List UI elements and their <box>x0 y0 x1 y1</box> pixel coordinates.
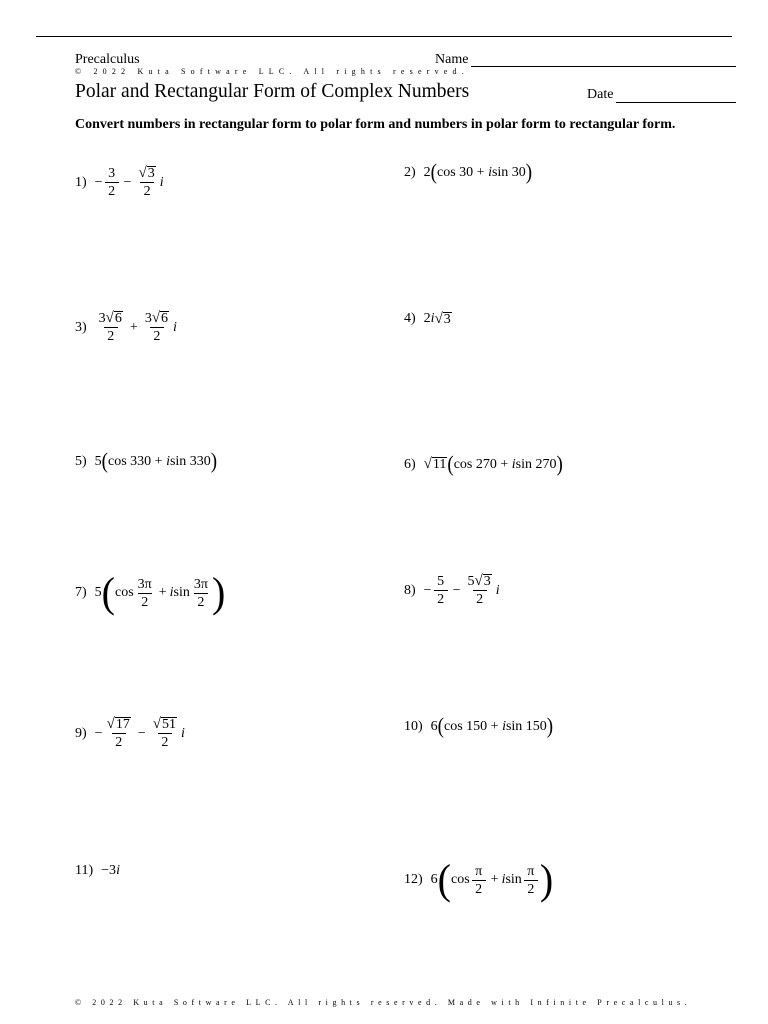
expression-part: cos 150 + <box>444 718 503 734</box>
problem-7 <box>75 568 226 617</box>
fraction <box>472 864 486 897</box>
expression-part: −3 <box>101 863 117 878</box>
coefficient: 2 <box>423 311 431 326</box>
close-paren: ) <box>210 449 218 474</box>
sqrt <box>107 717 131 732</box>
operator: − <box>452 582 461 598</box>
expression-part: cos 330 + <box>108 453 167 469</box>
sqrt <box>138 166 155 181</box>
problem-number: 3) <box>75 319 87 335</box>
date-field-line[interactable] <box>616 102 736 103</box>
minus-sign: − <box>423 582 432 598</box>
coefficient: 6 <box>430 718 438 734</box>
numerator: 5 <box>437 574 445 589</box>
fraction <box>105 166 119 199</box>
problem-6 <box>404 452 563 477</box>
problem-number: 7) <box>75 585 87 600</box>
problem-number: 9) <box>75 725 87 741</box>
coefficient: 5 <box>467 574 475 589</box>
open-paren: ( <box>437 855 451 904</box>
fraction <box>465 574 493 607</box>
coefficient: 5 <box>94 585 102 600</box>
sqrt <box>424 457 448 472</box>
imaginary-unit: i <box>116 863 120 878</box>
denominator: 2 <box>112 733 126 750</box>
coefficient: 6 <box>430 872 438 887</box>
expression-part: sin 270 <box>515 456 557 472</box>
expression-part: sin 330 <box>169 453 211 469</box>
sqrt <box>106 311 123 326</box>
close-paren: ) <box>556 452 563 477</box>
radicand: 51 <box>161 717 176 732</box>
instructions: Convert numbers in rectangular form to polar form and numbers in polar form to rectangular form. <box>75 117 676 132</box>
fraction <box>192 577 210 610</box>
imaginary-unit: i <box>169 585 174 600</box>
coefficient: 3 <box>98 311 106 326</box>
numerator: 3π <box>193 576 208 592</box>
fraction <box>151 717 179 750</box>
open-paren: ( <box>437 714 444 739</box>
radicand: 6 <box>161 311 169 326</box>
problem-number: 11) <box>75 863 94 878</box>
minus-sign: − <box>94 725 103 741</box>
name-label: Name <box>435 52 469 67</box>
sqrt <box>435 312 452 327</box>
numerator: 3π <box>137 576 152 592</box>
sqrt <box>152 311 169 326</box>
operator: − <box>137 725 146 741</box>
fraction <box>105 717 133 750</box>
imaginary-unit: i <box>173 319 177 335</box>
imaginary-unit: i <box>166 453 170 469</box>
problem-number: 6) <box>404 456 416 472</box>
denominator: 2 <box>524 880 538 897</box>
open-paren: ( <box>101 568 115 617</box>
radicand: 11 <box>432 457 447 472</box>
problem-2 <box>404 160 533 185</box>
numerator: π <box>527 863 535 879</box>
sqrt-icon: √ <box>105 310 114 326</box>
operator: + <box>129 319 138 335</box>
sqrt-icon: √ <box>434 310 443 327</box>
cos-label: cos <box>451 872 470 887</box>
problem-number: 1) <box>75 174 87 190</box>
course-label: Precalculus <box>75 52 140 67</box>
denominator: 2 <box>105 182 119 199</box>
problem-4 <box>404 311 452 327</box>
sqrt-icon: √ <box>138 165 147 181</box>
sqrt <box>474 574 491 589</box>
name-field-line[interactable] <box>471 66 736 67</box>
problem-number: 8) <box>404 582 416 598</box>
worksheet-title: Polar and Rectangular Form of Complex Numbers <box>75 81 470 102</box>
imaginary-unit: i <box>511 456 516 472</box>
open-paren: ( <box>447 452 454 477</box>
operator: + <box>158 585 167 600</box>
close-paren: ) <box>539 855 554 904</box>
denominator: 2 <box>138 593 152 610</box>
coefficient: 5 <box>94 453 102 469</box>
close-paren: ) <box>546 714 554 739</box>
sqrt <box>153 717 177 732</box>
problem-number: 2) <box>404 164 416 180</box>
denominator: 2 <box>158 733 172 750</box>
problem-5 <box>75 449 218 474</box>
fraction <box>524 864 538 897</box>
fraction <box>97 311 125 344</box>
cos-label: cos <box>115 585 134 600</box>
date-label: Date <box>587 87 614 102</box>
top-rule <box>36 36 732 37</box>
coefficient: 2 <box>423 164 431 180</box>
imaginary-unit: i <box>488 164 492 180</box>
problem-number: 12) <box>404 872 423 887</box>
fraction <box>136 577 154 610</box>
denominator: 2 <box>150 327 164 344</box>
expression-part: cos 270 + <box>453 456 512 472</box>
close-paren: ) <box>525 160 533 185</box>
radicand: 6 <box>114 311 122 326</box>
problem-number: 5) <box>75 453 87 469</box>
fraction <box>434 574 448 607</box>
imaginary-unit: i <box>180 725 185 741</box>
fraction <box>143 311 171 344</box>
operator: + <box>490 872 499 887</box>
radicand: 3 <box>147 166 155 181</box>
imaginary-unit: i <box>501 872 506 887</box>
minus-sign: − <box>94 174 103 190</box>
radicand: 3 <box>483 574 491 589</box>
imaginary-unit: i <box>159 174 164 190</box>
problem-10 <box>404 714 554 739</box>
sin-label: sin <box>505 872 522 887</box>
sqrt-icon: √ <box>423 456 432 472</box>
denominator: 2 <box>472 880 486 897</box>
sqrt-icon: √ <box>474 573 483 589</box>
close-paren: ) <box>211 568 226 617</box>
denominator: 2 <box>104 327 118 344</box>
problem-1 <box>75 166 164 199</box>
denominator: 2 <box>434 590 448 607</box>
problem-number: 4) <box>404 311 416 326</box>
problem-12 <box>404 855 554 904</box>
denominator: 2 <box>140 182 154 199</box>
fraction <box>136 166 157 199</box>
numerator: 3 <box>108 166 116 181</box>
expression-part: sin 30 <box>491 164 526 180</box>
open-paren: ( <box>101 449 108 474</box>
problem-number: 10) <box>404 718 423 734</box>
imaginary-unit: i <box>495 582 500 598</box>
problem-9 <box>75 717 185 750</box>
footer-copyright: © 2022 Kuta Software LLC. All rights reserved. Made with Infinite Precalculus. <box>75 998 692 1007</box>
coefficient: 3 <box>144 311 152 326</box>
radicand: 17 <box>115 717 130 732</box>
sin-label: sin <box>173 585 190 600</box>
sqrt-icon: √ <box>151 310 161 326</box>
problem-8 <box>404 574 500 607</box>
numerator: π <box>475 863 483 879</box>
problem-11 <box>75 863 120 879</box>
imaginary-unit: i <box>430 311 435 326</box>
expression-part: cos 30 + <box>437 164 489 180</box>
sqrt-icon: √ <box>152 716 161 732</box>
expression-part: sin 150 <box>505 718 547 734</box>
denominator: 2 <box>194 593 208 610</box>
copyright-top: © 2022 Kuta Software LLC. All rights reserved. <box>75 67 469 76</box>
operator: − <box>123 174 132 190</box>
radicand: 3 <box>443 311 451 327</box>
sqrt-icon: √ <box>106 716 115 732</box>
problem-3 <box>75 311 177 344</box>
denominator: 2 <box>473 590 487 607</box>
imaginary-unit: i <box>502 718 506 734</box>
open-paren: ( <box>430 160 437 185</box>
